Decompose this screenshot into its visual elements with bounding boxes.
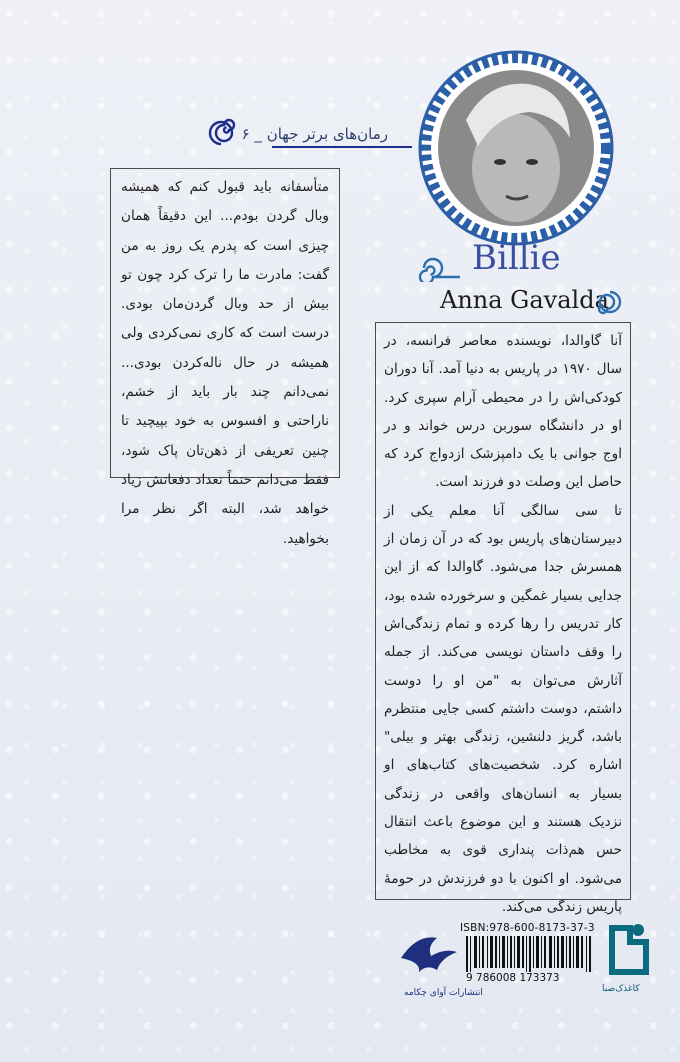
author-swirl-icon [594, 288, 626, 318]
publisher-name: کاغذ‌ک‌صبا [602, 984, 640, 994]
publisher-logo-icon [604, 918, 654, 982]
excerpt-text: متأسفانه باید قبول کنم که همیشه وبال گردن بودم... این دقیقاً همان چیزی است که پدرم یک روز به من گفت: مادرت ما را ترک کرد چون تو بیش از حد وبال گردن‌مان بودی. درست است که کاری نمی‌کردی ولی همیشه در حال ناله‌کردن بودی... نمی‌دانم چند بار باید از خشم، ناراحتی و افسوس به خود بپیچید تا چنین تعریفی از ذهن‌تان پاک شود، فقط می‌دانم حتماً تعداد دفعاتش زیاد خواهد شد، البته اگر نظر مرا بخواهید. [121, 179, 329, 547]
author-portrait [418, 50, 614, 246]
series-text: رمان‌های برتر جهان _ ۶ [241, 125, 388, 143]
bio-paragraph-1: آنا گاوالدا، نویسنده معاصر فرانسه، در سال ۱۹۷۰ در پاریس به دنیا آمد. آنا دوران کودکی‌اش را در محیطی آرام سپری کرد. او در دانشگاه سوربن درس خواند و در اوج جوانی با یک دامپزشک ازدواج کرد که حاصل این وصلت دو فرزند است. [384, 333, 622, 491]
barcode [466, 936, 594, 972]
author-bio-box [375, 322, 631, 915]
imprint-name: انتشارات آوای چکامه [404, 988, 483, 998]
barcode-number: 9 786008 173373 [466, 972, 560, 984]
author-name: Anna Gavalda [440, 286, 609, 314]
billie-swirl-icon [418, 252, 460, 282]
isbn-label: ISBN:978-600-8173-37-3 [460, 922, 595, 934]
series-underline [272, 146, 412, 148]
book-title: Billie [472, 238, 561, 278]
bird-logo-icon [397, 928, 461, 984]
bio-paragraph-2: تا سی سالگی آنا معلم یکی از دبیرستان‌های پاریس بود که در آن زمان از همسرش جدا می‌شود. گاوالدا که از این جدایی بسیار غمگین و سرخورده شده بود، کار تدریس را رها کرده و تمام زندگی‌اش را وقف داستان نویسی می‌کند. از جمله آثارش می‌توان به "من او را دوست داشتم، دوست داشتم کسی جایی منتظرم باشد، گریز دلنشین، زندگی بهتر و بیلی" اشاره کرد. شخصیت‌های کتاب‌های او بسیار به انسان‌های واقعی در زندگی نزدیک هستند و این موضوع باعث انتقال حس هم‌ذات پنداری قوی به مخاطب می‌شود. او اکنون با دو فرزندش در حومهٔ پاریس زندگی می‌کند. [384, 502, 622, 915]
isbn-block [460, 922, 600, 984]
series-label [212, 113, 412, 153]
excerpt-box [110, 168, 340, 547]
swirl-icon [206, 118, 236, 148]
